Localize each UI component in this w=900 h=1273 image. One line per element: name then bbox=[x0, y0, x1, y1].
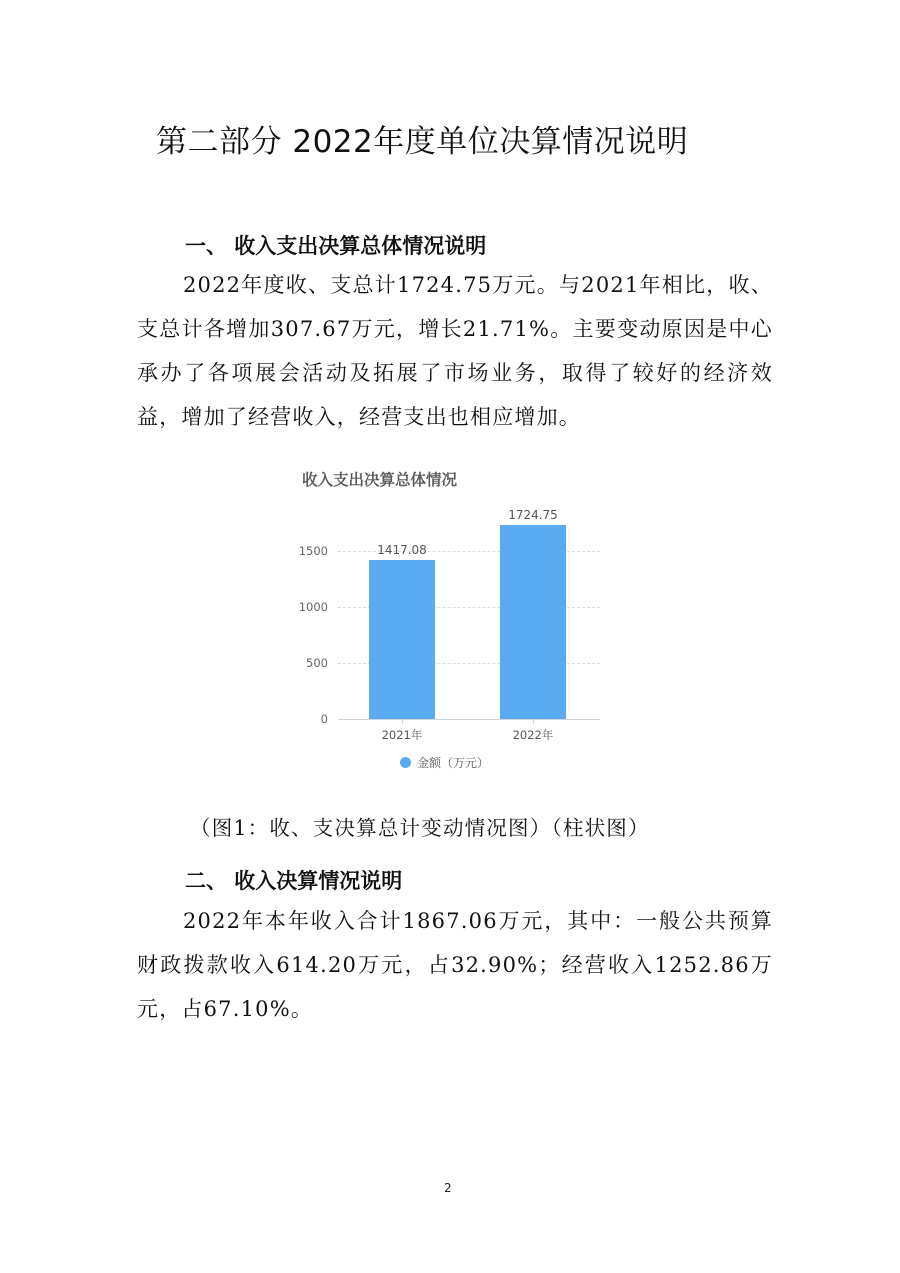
x-tick-2021: 2021年 bbox=[381, 728, 423, 742]
chart-legend[interactable] bbox=[400, 754, 489, 771]
bar-label-2022: 1724.75 bbox=[508, 508, 558, 522]
x-tick-2022: 2022年 bbox=[512, 728, 554, 742]
section-1-heading: 一、 收入支出决算总体情况说明 bbox=[185, 234, 487, 258]
y-tick-1000: 1000 bbox=[298, 600, 328, 614]
section-2-paragraph: 2022年本年收入合计1867.06万元，其中：一般公共预算财政拨款收入614.20万元，占32.90%；经营收入1252.86万元，占67.10%。 bbox=[137, 909, 773, 1021]
section-2-heading: 二、 收入决算情况说明 bbox=[185, 869, 403, 893]
bar-chart bbox=[280, 460, 620, 780]
y-tick-500: 500 bbox=[306, 656, 328, 670]
y-tick-0: 0 bbox=[320, 712, 328, 726]
legend-label: 金额（万元） bbox=[417, 756, 490, 770]
page-title: 第二部分 2022年度单位决算情况说明 bbox=[156, 124, 689, 160]
x-tickmark bbox=[533, 719, 534, 724]
figure-caption: （图1：收、支决算总计变动情况图）（柱状图） bbox=[190, 816, 650, 840]
x-tickmark bbox=[402, 719, 403, 724]
bar-label-2021: 1417.08 bbox=[377, 543, 427, 557]
section-1-paragraph: 2022年度收、支总计1724.75万元。与2021年相比，收、支总计各增加307.67万元，增长21.71%。主要变动原因是中心承办了各项展会活动及拓展了市场业务，取得了较好的经济效益，增加了经营收入，经营支出也相应增加。 bbox=[137, 273, 773, 429]
bar-2021 bbox=[369, 560, 435, 719]
x-axis bbox=[338, 719, 600, 720]
page-number: 2 bbox=[444, 1181, 452, 1195]
y-tick-1500: 1500 bbox=[298, 544, 328, 558]
bar-2022 bbox=[500, 525, 566, 719]
chart-title: 收入支出决算总体情况 bbox=[302, 471, 458, 489]
legend-dot-icon bbox=[400, 757, 411, 768]
